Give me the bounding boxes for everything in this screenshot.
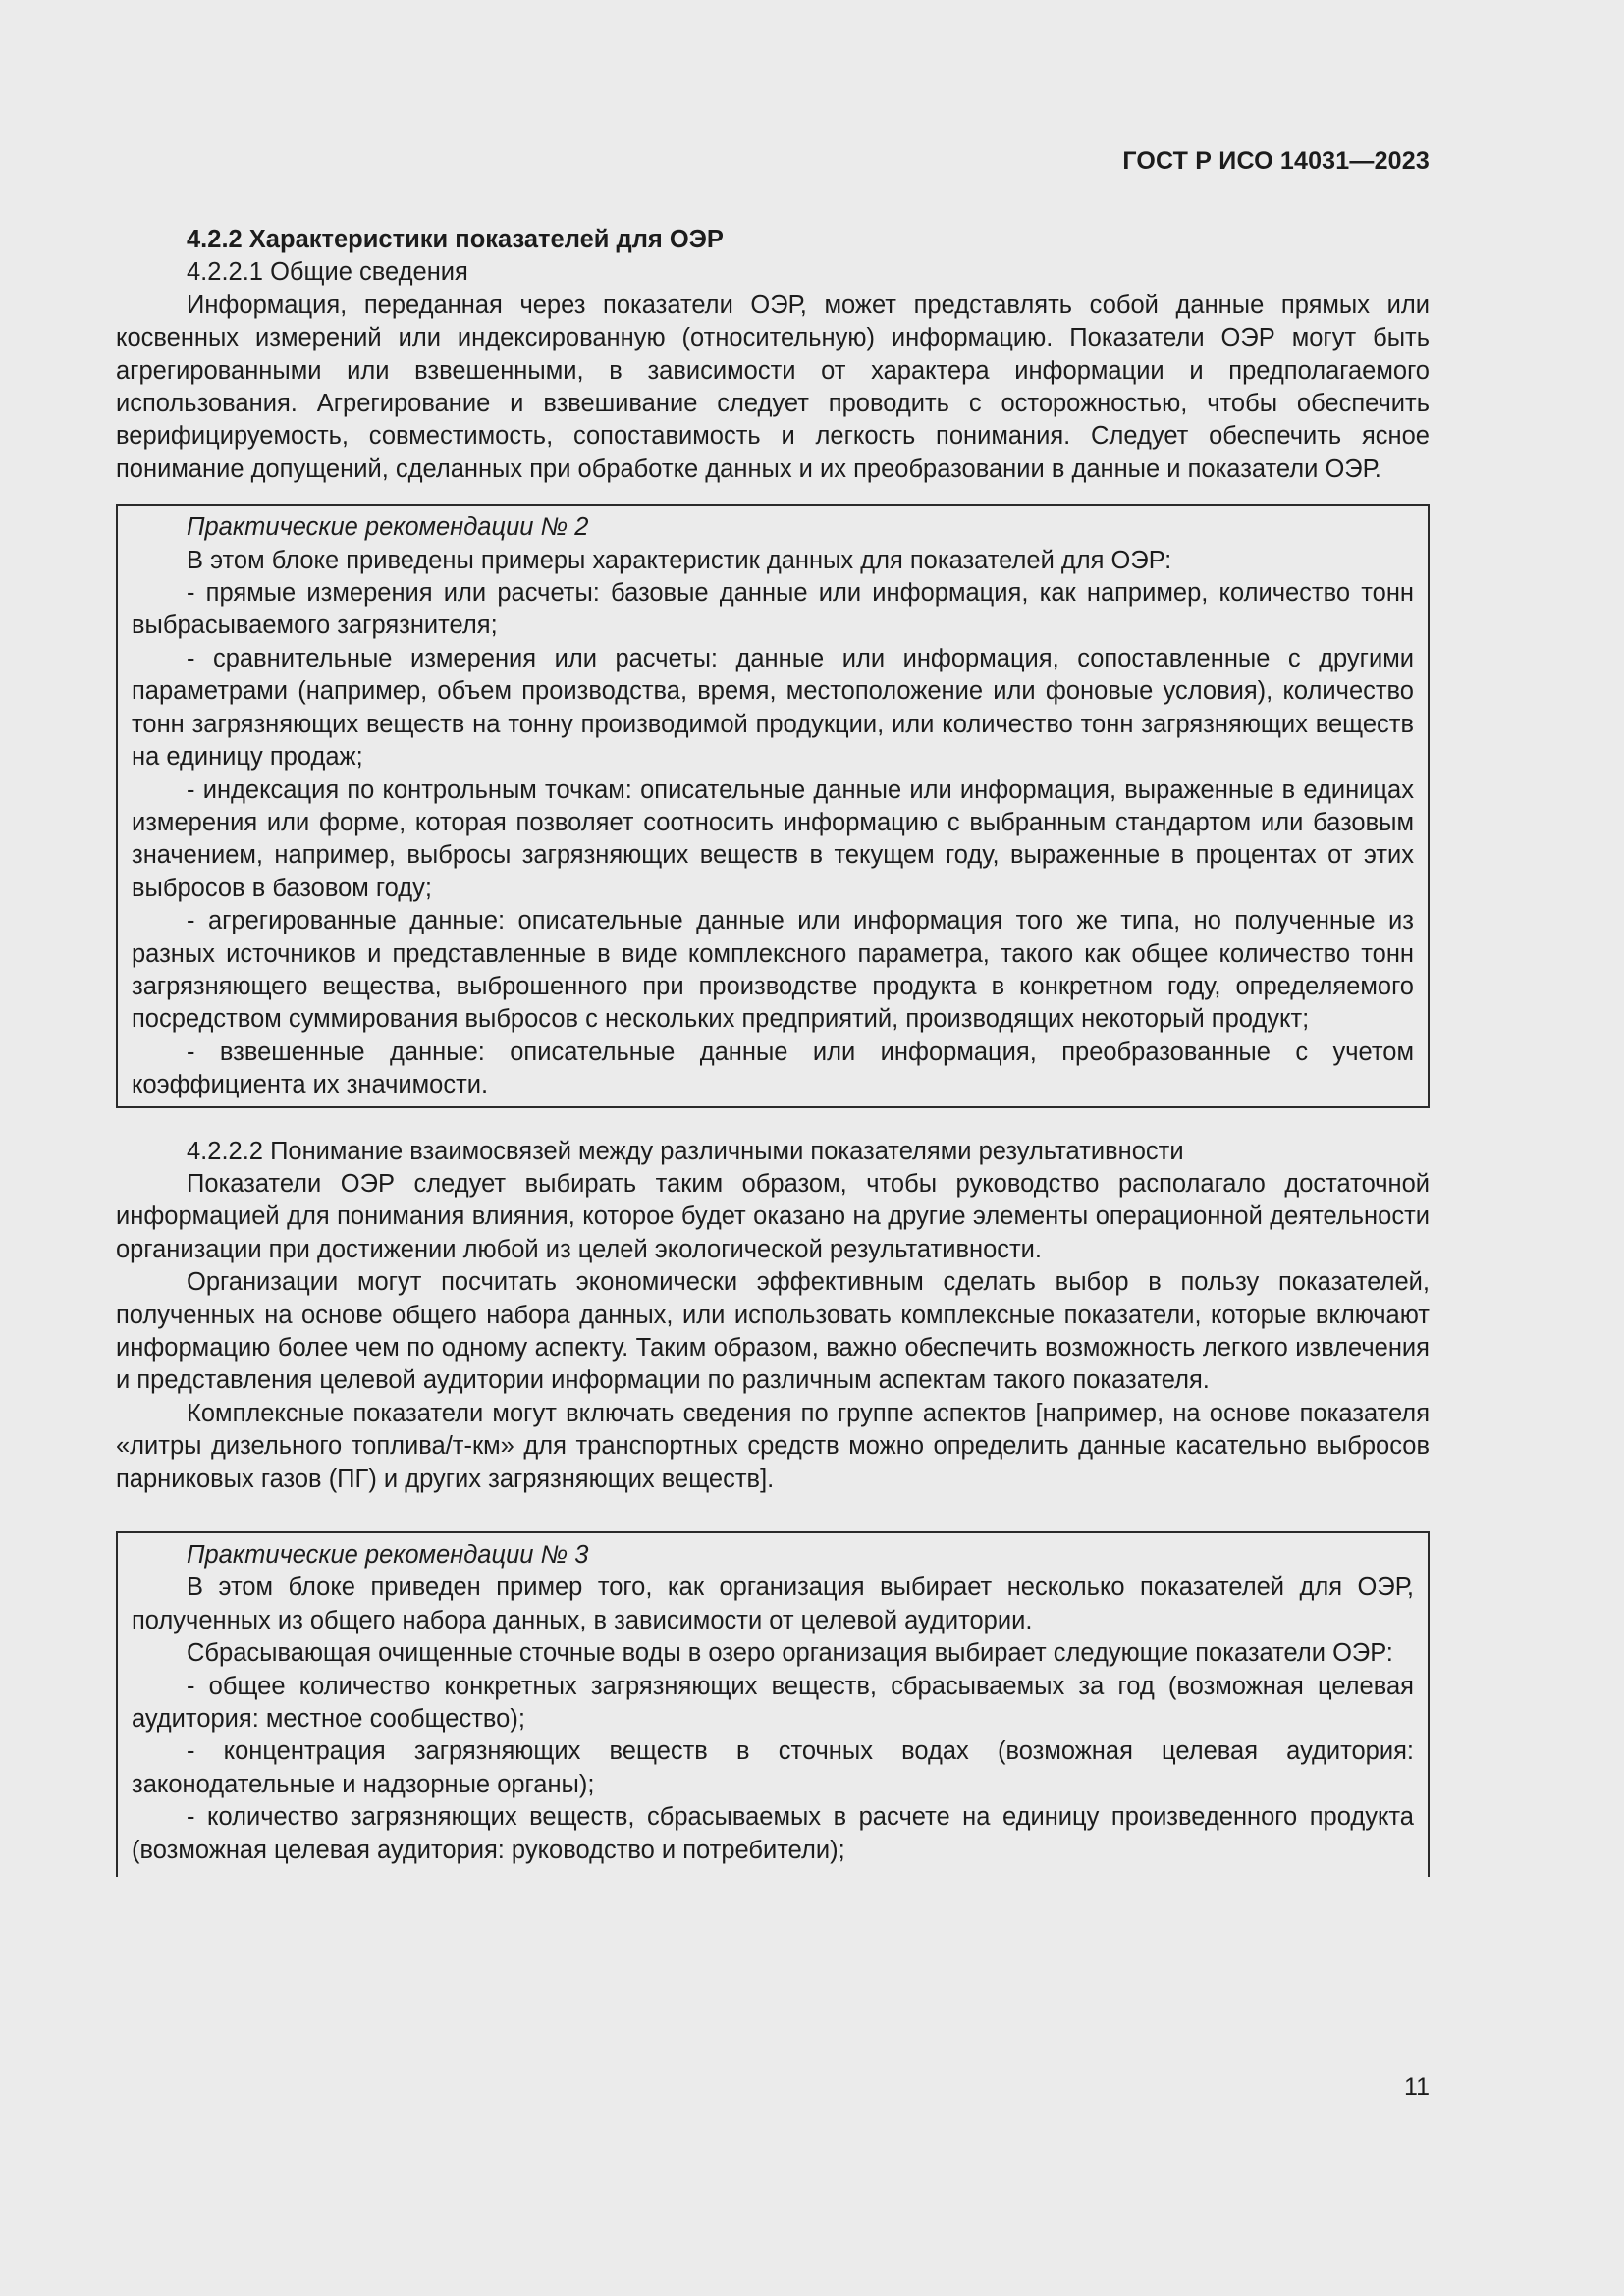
practical-recommendations-box-3 [116,1531,1430,1877]
box-intro: Сбрасывающая очищенные сточные воды в озеро организация выбирает следующие показатели ОЭР: [187,1639,1393,1668]
list-item: - взвешенные данные: описательные данные или информация, преобразованные с учетом коэффициента их значимости. [132,1038,1414,1099]
paragraph: Организации могут посчитать экономически эффективным сделать выбор в пользу показателей, полученных на основе общего набора данных, или использовать комплексные показатели, которые включают информацию более чем по одному аспекту. Таким образом, важно обеспечить возможность легкого извлечения и представления целевой аудитории информации по различным аспектам такого показателя. [116,1268,1430,1395]
paragraph: Комплексные показатели могут включать сведения по группе аспектов [например, на основе показателя «литры дизельного топлива/т-км» для транспортных средств можно определить данные касательно выбросов парниковых газов (ПГ) и других загрязняющих веществ]. [116,1399,1430,1493]
document-id-header: ГОСТ Р ИСО 14031—2023 [1122,147,1430,175]
list-item: - индексация по контрольным точкам: описательные данные или информация, выраженные в единицах измерения или форме, которая позволяет соотносить информацию с выбранным стандартом или базовым значением, например, выбросы загрязняющих веществ в текущем году, выраженные в процентах от этих выбросов в базовом году; [132,775,1414,902]
list-item: - концентрация загрязняющих веществ в сточных водах (возможная целевая аудитория: законодательные и надзорные органы); [132,1737,1414,1798]
section-heading: 4.2.2 Характеристики показателей для ОЭР [187,226,724,253]
practical-recommendations-box-2 [116,504,1430,1107]
spacer [116,1496,1430,1514]
paragraph: Показатели ОЭР следует выбирать таким образом, чтобы руководство располагало достаточной информацией для понимания влияния, которое будет оказано на другие элементы операционной деятельности организации при достижении любой из целей экологической результативности. [116,1169,1430,1263]
spacer [116,1108,1430,1136]
box-title: Практические рекомендации № 3 [187,1541,589,1570]
list-item: - сравнительные измерения или расчеты: данные или информация, сопоставленные с другими параметрами (например, объем производства, время, местоположение или фоновые условия), количество тонн загрязняющих веществ на тонну производимой продукции, или количество тонн загрязняющих веществ на единицу продаж; [132,644,1414,772]
box-intro: В этом блоке приведены примеры характеристик данных для показателей для ОЭР: [187,546,1172,574]
box-intro: В этом блоке приведен пример того, как организация выбирает несколько показателей для ОЭР, полученных из общего набора данных, в зависимости от целевой аудитории. [132,1574,1414,1634]
list-item: - количество загрязняющих веществ, сбрасываемых в расчете на единицу произведенного продукта (возможная целевая аудитория: руководство и потребители); [132,1803,1414,1864]
paragraph: Информация, переданная через показатели ОЭР, может представлять собой данные прямых или косвенных измерений или индексированную (относительную) информацию. Показатели ОЭР могут быть агрегированными или взвешенными, в зависимости от характера информации и предполагаемого использования. Агрегирование и взвешивание следует проводить с осторожностью, чтобы обеспечить верифицируемость, совместимость, сопоставимость и легкость понимания. Следует обеспечить ясное понимание допущений, сделанных при обработке данных и их преобразовании в данные и показатели ОЭР. [116,291,1430,483]
box-title: Практические рекомендации № 2 [187,513,589,542]
subsection-title: 4.2.2.2 Понимание взаимосвязей между различными показателями результативности [187,1137,1184,1165]
page-number: 11 [1404,2073,1430,2101]
list-item: - прямые измерения или расчеты: базовые данные или информация, как например, количество тонн выбрасываемого загрязнителя; [132,579,1414,640]
page-content [116,224,1430,1877]
list-item: - агрегированные данные: описательные данные или информация того же типа, но полученные из разных источников и представленные в виде комплексного параметра, такого как общее количество тонн загрязняющего вещества, выброшенного при производстве продукта в конкретном году, определяемого посредством суммирования выбросов с нескольких предприятий, производящих некоторый продукт; [132,907,1414,1034]
subsection-title: 4.2.2.1 Общие сведения [187,258,468,287]
list-item: - общее количество конкретных загрязняющих веществ, сбрасываемых за год (возможная целевая аудитория: местное сообщество); [132,1672,1414,1734]
